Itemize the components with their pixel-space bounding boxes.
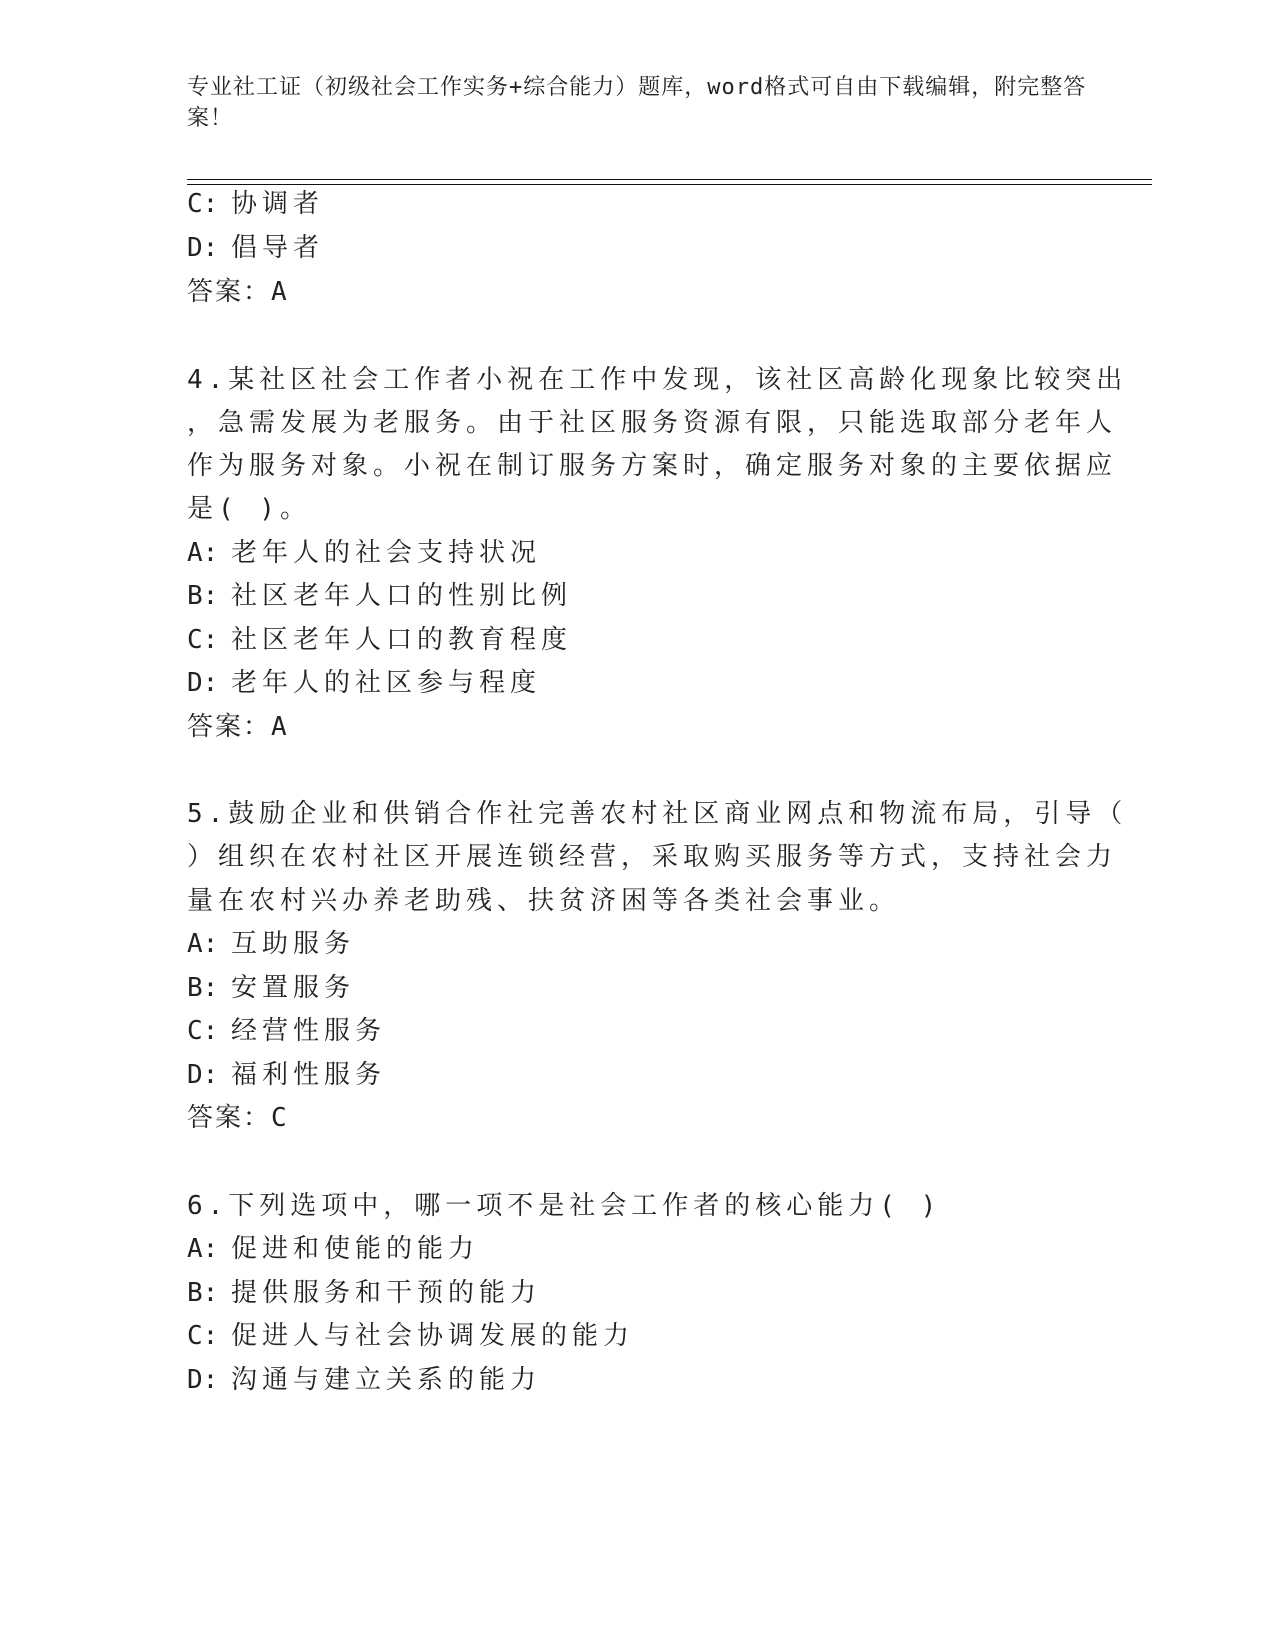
question-4-line-1: 4.某社区社会工作者小祝在工作中发现，该社区高龄化现象比较突出	[187, 365, 1128, 395]
option-label: B:	[187, 1278, 219, 1308]
option-text: 协调者	[231, 189, 325, 219]
option-b	[187, 1277, 541, 1309]
header-divider-bottom	[187, 184, 1152, 185]
option-d	[187, 1364, 541, 1396]
option-c	[187, 188, 324, 220]
option-text: 促进人与社会协调发展的能力	[231, 1321, 635, 1351]
option-label: C:	[187, 625, 219, 655]
question-4-line-4: 是( )。	[187, 494, 311, 524]
option-label: C:	[187, 1321, 219, 1351]
option-b	[187, 972, 355, 1004]
option-label: C:	[187, 1016, 219, 1046]
option-c	[187, 624, 572, 656]
option-label: A:	[187, 1234, 219, 1264]
option-label: B:	[187, 973, 219, 1003]
option-text: 互助服务	[231, 929, 356, 959]
option-label: A:	[187, 929, 219, 959]
answer: 答案：A	[187, 277, 289, 307]
option-label: D:	[187, 233, 219, 263]
option-c	[187, 1015, 386, 1047]
question-5-line-1: 5.鼓励企业和供销合作社完善农村社区商业网点和物流布局，引导（	[187, 799, 1128, 829]
question-5-line-3: 量在农村兴办养老助残、扶贫济困等各类社会事业。	[187, 886, 901, 916]
option-label: D:	[187, 1060, 219, 1090]
option-text: 社区老年人口的教育程度	[231, 625, 573, 655]
header-divider-top	[187, 179, 1152, 180]
option-label: D:	[187, 1365, 219, 1395]
option-text: 促进和使能的能力	[231, 1234, 480, 1264]
option-text: 提供服务和干预的能力	[231, 1278, 542, 1308]
option-label: B:	[187, 581, 219, 611]
question-6-line-1: 6.下列选项中，哪一项不是社会工作者的核心能力( )	[187, 1191, 942, 1221]
option-c	[187, 1320, 634, 1352]
option-text: 经营性服务	[231, 1016, 387, 1046]
option-label: A:	[187, 538, 219, 568]
option-text: 老年人的社区参与程度	[231, 668, 542, 698]
option-b	[187, 580, 572, 612]
option-text: 社区老年人口的性别比例	[231, 581, 573, 611]
answer: 答案：A	[187, 712, 289, 742]
option-text: 老年人的社会支持状况	[231, 538, 542, 568]
option-d	[187, 667, 541, 699]
page-header: 专业社工证（初级社会工作实务+综合能力）题库，word格式可自由下载编辑，附完整答案！	[187, 75, 1087, 131]
option-a	[187, 1233, 479, 1265]
option-text: 福利性服务	[231, 1060, 387, 1090]
option-d	[187, 232, 324, 264]
option-label: C:	[187, 189, 219, 219]
question-4-line-3: 作为服务对象。小祝在制订服务方案时，确定服务对象的主要依据应	[187, 451, 1118, 481]
option-text: 倡导者	[231, 233, 325, 263]
question-5-line-2: ）组织在农村社区开展连锁经营，采取购买服务等方式，支持社会力	[187, 842, 1118, 872]
option-text: 沟通与建立关系的能力	[231, 1365, 542, 1395]
option-text: 安置服务	[231, 973, 356, 1003]
answer: 答案：C	[187, 1103, 289, 1133]
option-d	[187, 1059, 386, 1091]
option-a	[187, 928, 355, 960]
question-4-line-2: ，急需发展为老服务。由于社区服务资源有限，只能选取部分老年人	[187, 408, 1118, 438]
option-label: D:	[187, 668, 219, 698]
option-a	[187, 537, 541, 569]
